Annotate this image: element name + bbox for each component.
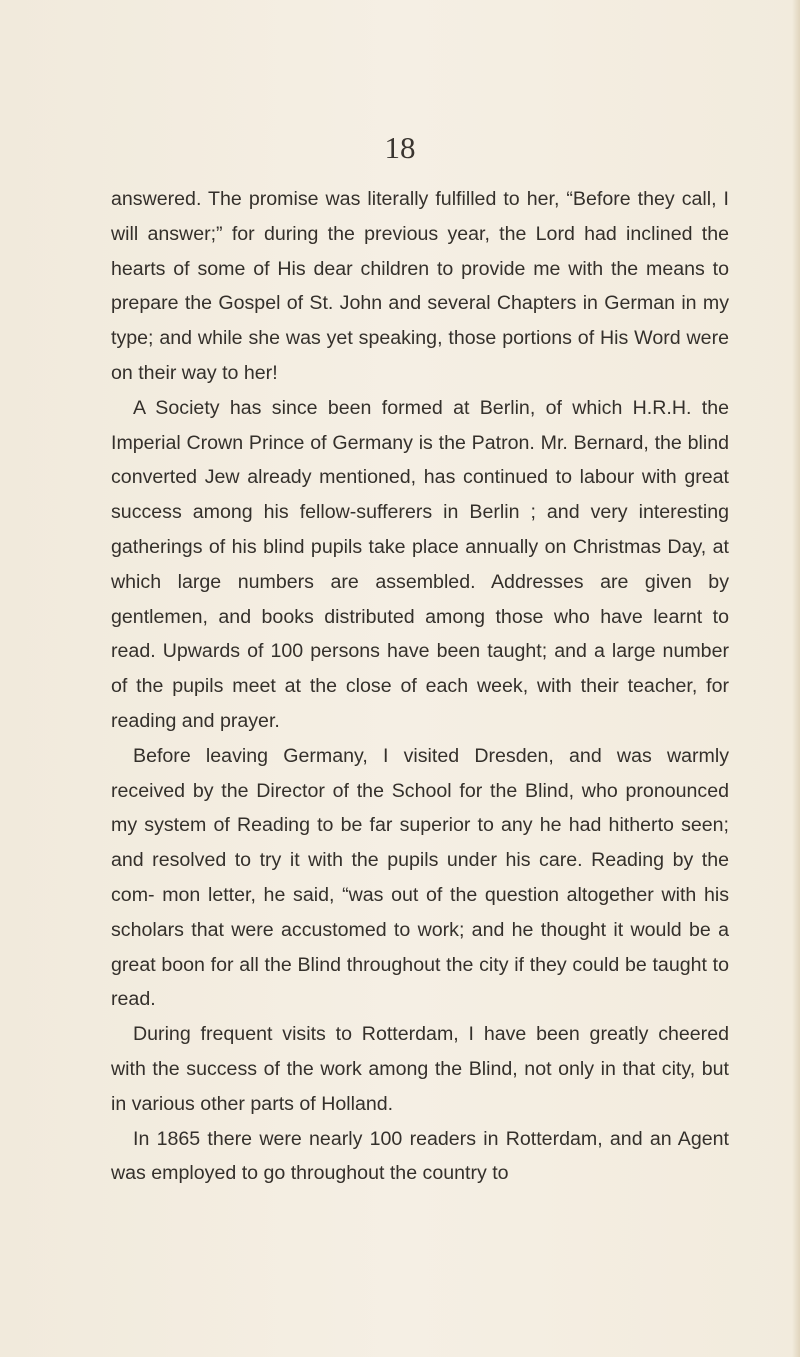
page-number: 18 xyxy=(384,130,416,165)
paragraph-3: Before leaving Germany, I visited Dresden, and was warmly received by the Director of the School for the Blind, who pronounced my system of Reading to be far superior to any he had hitherto seen; and resolved to try it with the pupils under his care. Reading by the com- mon letter, he said, “was out of the question altogether with his scholars that were accustomed to work; and he thought it would be a great boon for all the Blind throughout the city if they could be taught to read. xyxy=(111,744,729,1011)
paragraph-2: A Society has since been formed at Berlin, of which H.R.H. the Imperial Crown Prince of Germany is the Patron. Mr. Bernard, the blind converted Jew already mentioned, has continued to labour with great success among his fellow-sufferers in Berlin ; and very interesting gatherings of his blind pupils take place annually on Christmas Day, at which large numbers are assembled. Addresses are given by gentlemen, and books distributed among those who have learnt to read. Upwards of 100 persons have been taught; and a large number of the pupils meet at the close of each week, with their teacher, for reading and prayer. xyxy=(111,396,729,732)
paragraph-1: answered. The promise was literally fulfilled to her, “Before they call, I will answer;” for during the previous year, the Lord had inclined the hearts of some of His dear children to provide me with the means to prepare the Gospel of St. John and several Chapters in German in my type; and while she was yet speaking, those portions of His Word were on their way to her! xyxy=(111,188,729,384)
body-text xyxy=(111,182,729,1191)
paragraph-4: During frequent visits to Rotterdam, I have been greatly cheered with the success of the work among the Blind, not only in that city, but in various other parts of Holland. xyxy=(111,1023,729,1115)
page-edge-shadow xyxy=(792,0,800,1357)
paragraph-5: In 1865 there were nearly 100 readers in Rotterdam, and an Agent was employed to go throughout the country to xyxy=(111,1127,729,1185)
